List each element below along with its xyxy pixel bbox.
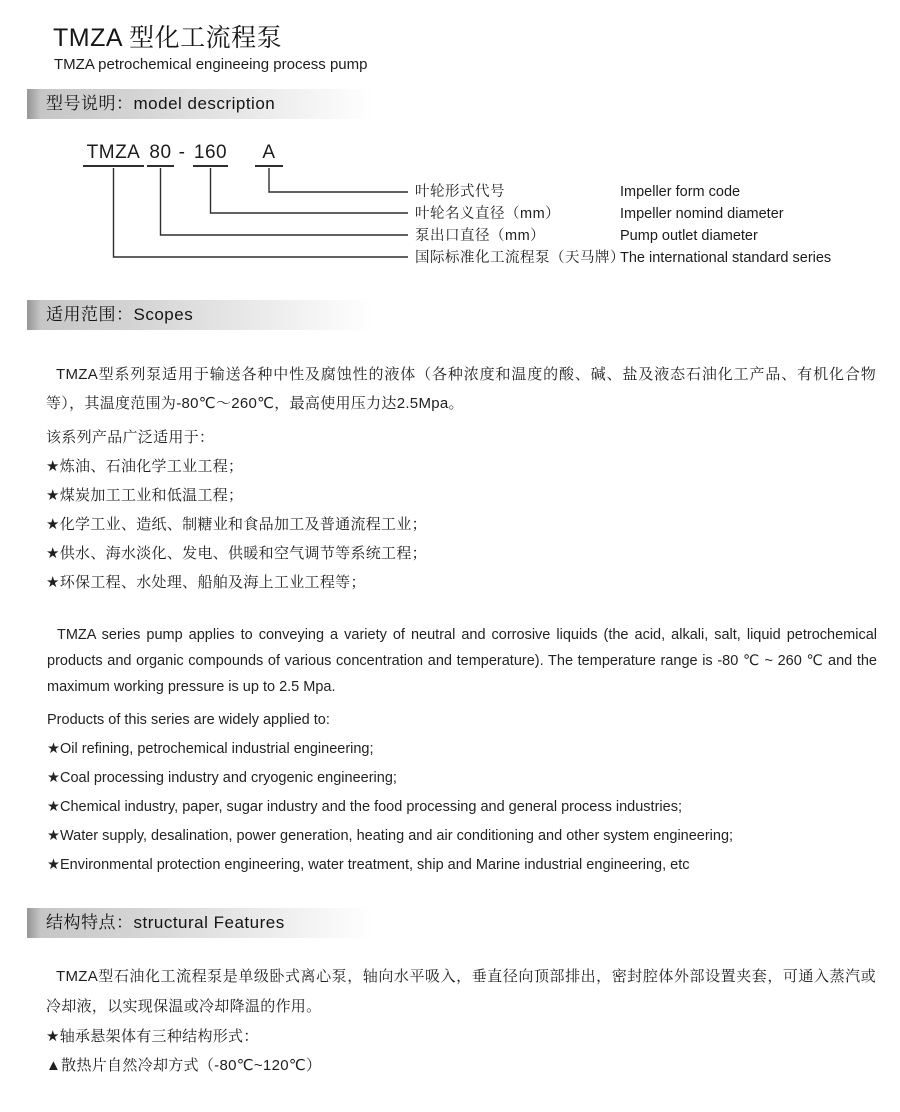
scopes-list-item-zh: ★煤炭加工工业和低温工程； xyxy=(46,487,244,504)
section-header-structural-features: 结构特点：structural Features xyxy=(27,908,373,938)
legend-impeller-form-en: Impeller form code xyxy=(620,184,741,200)
legend-impeller-diameter-zh: 叶轮名义直径（mm） xyxy=(415,206,561,222)
scopes-list-item-zh: ★供水、海水淡化、发电、供暖和空气调节等系统工程； xyxy=(46,545,427,562)
page-subtitle: TMZA petrochemical engineeing process pump xyxy=(54,56,368,73)
model-code-dash: - xyxy=(178,142,186,163)
legend-impeller-form-zh: 叶轮形式代号 xyxy=(415,184,505,200)
model-code-diagram xyxy=(0,140,900,275)
legend-outlet-diameter-zh: 泵出口直径（mm） xyxy=(415,228,546,244)
scopes-list-item-en: ★Chemical industry, paper, sugar industry and the food processing and general process industries; xyxy=(47,799,682,815)
scopes-list-intro-zh: 该系列产品广泛适用于： xyxy=(46,429,215,446)
features-bullet-fin-cooling: ▲散热片自然冷却方式（-80℃~120℃） xyxy=(46,1057,322,1074)
scopes-list-item-zh: ★环保工程、水处理、船舶及海上工业工程等； xyxy=(46,574,366,591)
section-header-scopes: 适用范围：Scopes xyxy=(27,300,373,330)
legend-series-name-en: The international standard series xyxy=(620,250,832,266)
model-code-impeller-diameter: 160 xyxy=(193,142,228,167)
scopes-paragraph-zh: TMZA型系列泵适用于输送各种中性及腐蚀性的液体（各种浓度和温度的酸、碱、盐及液态石油化工产品、有机化合物等），其温度范围为-80℃～260℃，最高使用压力达2.5Mpa。 xyxy=(46,366,876,412)
scopes-list-item-en: ★Environmental protection engineering, water treatment, ship and Marine industrial engineering, etc xyxy=(47,857,690,873)
scopes-list-item-en: ★Water supply, desalination, power generation, heating and air conditioning and other system engineering; xyxy=(47,828,734,844)
features-paragraph-zh: TMZA型石油化工流程泵是单级卧式离心泵，轴向水平吸入，垂直径向顶部排出，密封腔体外部设置夹套，可通入蒸汽或冷却液，以实现保温或冷却降温的作用。 xyxy=(46,968,876,1015)
scopes-list-intro-en: Products of this series are widely applied to: xyxy=(47,712,330,728)
scopes-list-en xyxy=(47,735,900,880)
legend-outlet-diameter-en: Pump outlet diameter xyxy=(620,228,758,244)
legend-series-name-zh: 国际标准化工流程泵（天马牌） xyxy=(415,250,625,266)
scopes-list-item-en: ★Oil refining, petrochemical industrial engineering; xyxy=(47,741,374,757)
section-header-model-description: 型号说明：model description xyxy=(27,89,373,119)
scopes-list-item-zh: ★炼油、石油化学工业工程； xyxy=(46,458,244,475)
features-bullet-bearing-structures: ★轴承悬架体有三种结构形式： xyxy=(46,1028,259,1045)
scopes-list-zh xyxy=(46,452,900,597)
scopes-list-item-zh: ★化学工业、造纸、制糖业和食品加工及普通流程工业； xyxy=(46,516,427,533)
page-title: TMZA 型化工流程泵 xyxy=(53,24,283,52)
scopes-list-item-en: ★Coal processing industry and cryogenic engineering; xyxy=(47,770,397,786)
model-code-series: TMZA xyxy=(83,142,144,167)
model-code-impeller-form: A xyxy=(255,142,283,167)
scopes-paragraph-en: TMZA series pump applies to conveying a variety of neutral and corrosive liquids (the acid, alkali, salt, liquid petrochemical products and organic compounds of various concentration and temperature). The temperature range is -80 ℃ ~ 260 ℃ and the maximum working pressure is up to 2.5 Mpa. xyxy=(47,627,877,695)
catalog-page xyxy=(0,22,900,1112)
legend-impeller-diameter-en: Impeller nomind diameter xyxy=(620,206,784,222)
model-code-outlet-size: 80 xyxy=(147,142,174,167)
